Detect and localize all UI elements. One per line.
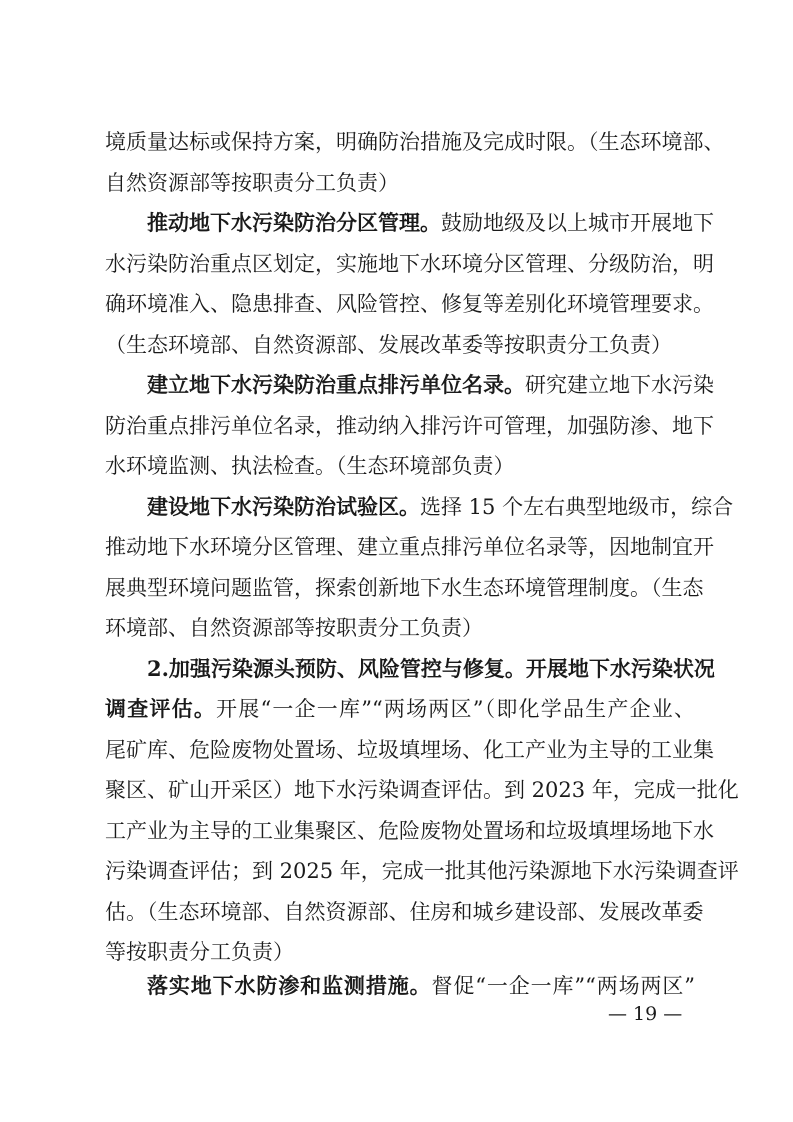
line-text: 督促“一企一库”“两场两区”	[431, 974, 695, 998]
text-line	[105, 770, 739, 810]
line-text: 境质量达标或保持方案，明确防治措施及完成时限。（生态环境部、	[105, 130, 725, 154]
page-number: — 19 —	[608, 1003, 683, 1025]
paragraph-heading: 落实地下水防渗和监测措施。	[147, 973, 432, 998]
text-line	[105, 446, 695, 486]
text-line	[105, 325, 695, 365]
line-text: （生态环境部、自然资源部、发展改革委等按职责分工负责）	[105, 333, 672, 357]
text-line	[105, 892, 704, 932]
line-text: 水环境监测、执法检查。（生态环境部负责）	[105, 454, 515, 478]
paragraph-heading-line	[105, 689, 695, 729]
text-line	[105, 811, 714, 851]
line-text: 鼓励地级及以上城市开展地下	[441, 211, 714, 235]
text-line	[105, 284, 714, 324]
paragraph-heading: 建立地下水污染防治重点排污单位名录。	[147, 372, 525, 397]
line-text: 推动地下水环境分区管理、建立重点排污单位名录等，因地制宜开	[105, 535, 714, 559]
text-line	[105, 730, 714, 770]
line-text: 聚区、矿山开采区）地下水污染调查评估。到 2023 年，完成一批化	[105, 778, 739, 802]
paragraph-heading: 调查评估。	[105, 696, 217, 721]
text-line	[105, 527, 714, 567]
line-text: 估。（生态环境部、自然资源部、住房和城乡建设部、发展改革委	[105, 900, 704, 924]
text-line	[105, 244, 714, 284]
line-text: 确环境准入、隐患排查、风险管控、修复等差别化环境管理要求。	[105, 292, 714, 316]
text-line	[105, 163, 695, 203]
section-heading-line	[147, 649, 715, 689]
text-line	[105, 122, 725, 162]
line-text: 等按职责分工负责）	[105, 940, 294, 964]
text-line	[105, 608, 695, 648]
paragraph-heading-line	[147, 203, 714, 243]
line-text: 选择 15 个左右典型地级市，综合	[420, 495, 734, 519]
paragraph-heading: 建设地下水污染防治试验区。	[147, 494, 420, 519]
line-text: 防治重点排污单位名录，推动纳入排污许可管理，加强防渗、地下	[105, 414, 714, 438]
line-text: 水污染防治重点区划定，实施地下水环境分区管理、分级防治，明	[105, 252, 714, 276]
line-text: 研究建立地下水污染	[525, 373, 714, 397]
paragraph-heading: 推动地下水污染防治分区管理。	[147, 210, 441, 235]
line-text: 自然资源部等按职责分工负责）	[105, 171, 399, 195]
paragraph-heading-line	[147, 365, 714, 405]
text-line	[105, 568, 704, 608]
line-text: 尾矿库、危险废物处置场、垃圾填埋场、化工产业为主导的工业集	[105, 738, 714, 762]
line-text: 环境部、自然资源部等按职责分工负责）	[105, 616, 483, 640]
line-text: 工产业为主导的工业集聚区、危险废物处置场和垃圾填埋场地下水	[105, 819, 714, 843]
text-line	[105, 851, 739, 891]
line-text: 开展“一企一库”“两场两区”（即化学品生产企业、	[216, 697, 695, 721]
section-heading: 2.加强污染源头预防、风险管控与修复。开展地下水污染状况	[147, 656, 715, 681]
line-text: 污染调查评估；到 2025 年，完成一批其他污染源地下水污染调查评	[105, 859, 739, 883]
paragraph-heading-line	[147, 487, 734, 527]
line-text: 展典型环境问题监管，探索创新地下水生态环境管理制度。（生态	[105, 576, 704, 600]
text-line	[105, 406, 714, 446]
